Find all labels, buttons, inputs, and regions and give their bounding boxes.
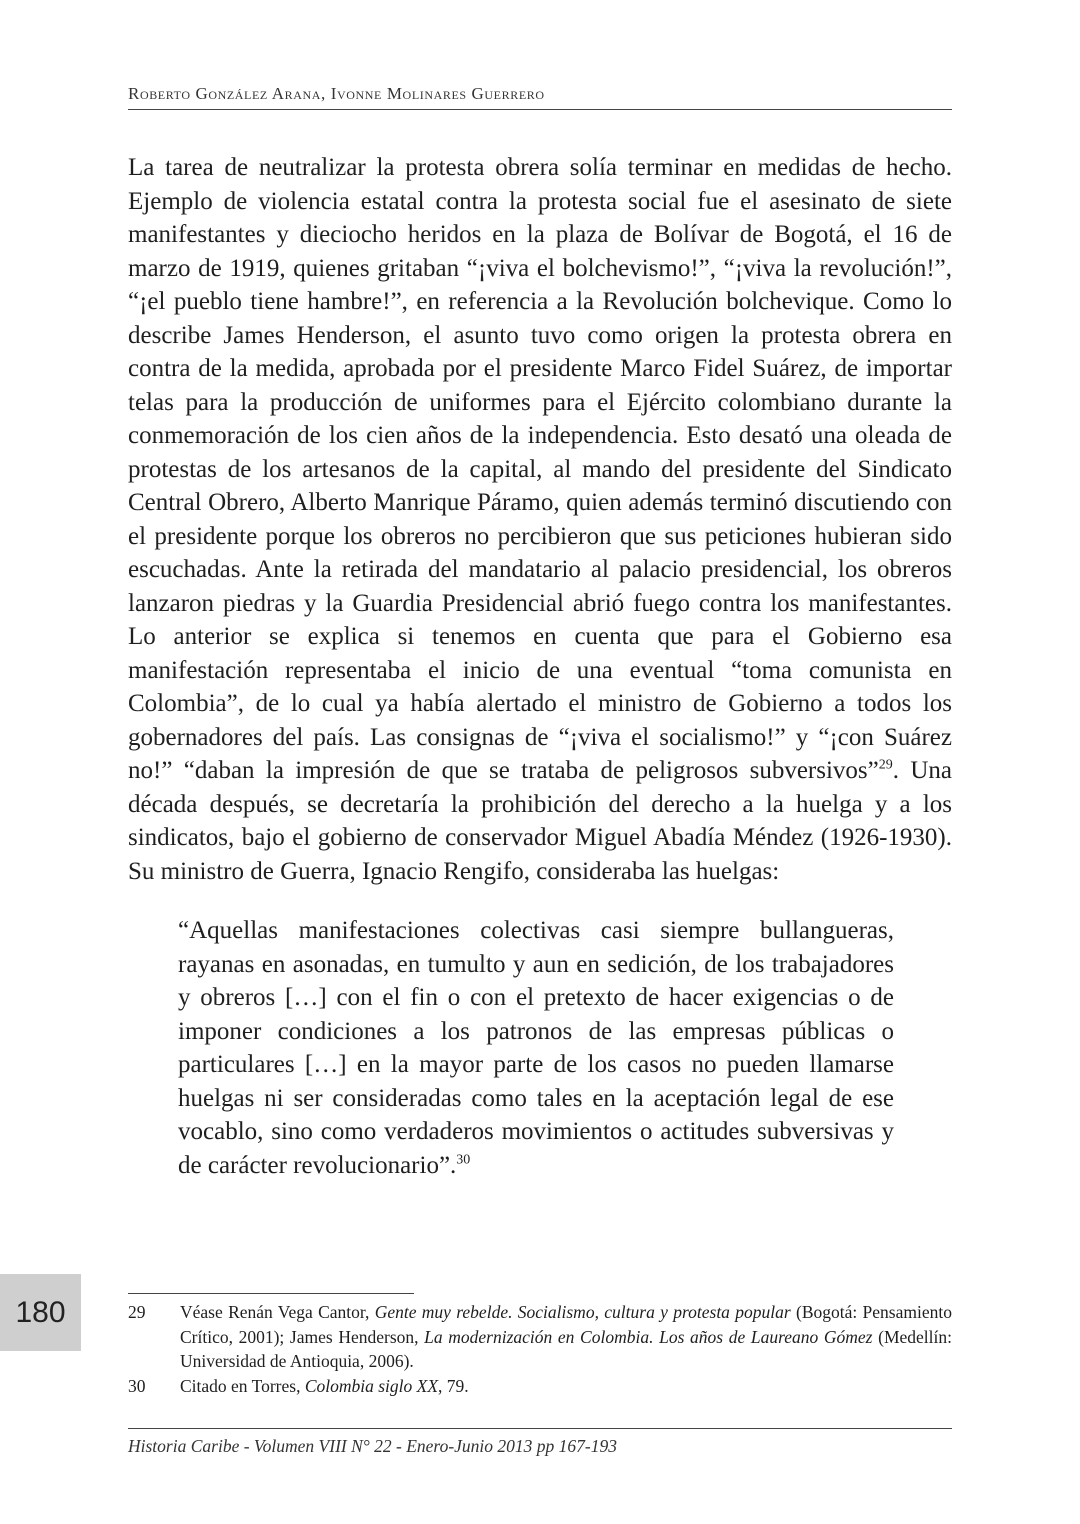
footnote-title: Colombia siglo XX <box>304 1375 439 1396</box>
footnote-title: La modernización en Colombia. Los años de Laureano Gómez <box>424 1326 873 1347</box>
footnote-number: 29 <box>128 1302 146 1322</box>
running-head: Roberto González Arana, Ivonne Molinares Guerrero <box>128 84 545 103</box>
footnote-title: Gente muy rebelde. Socialismo, cultura y protesta popular <box>374 1302 791 1322</box>
footnote-rule <box>128 1293 414 1294</box>
block-quote <box>178 914 894 1182</box>
footnote-text <box>180 1374 952 1399</box>
footnote-number: 30 <box>128 1375 146 1396</box>
footer-rule <box>128 1428 952 1429</box>
journal-citation: Historia Caribe - Volumen VIII N° 22 - Enero-Junio 2013 pp 167-193 <box>128 1436 618 1456</box>
footnote-text-part: Véase Renán Vega Cantor, <box>180 1302 375 1322</box>
header-rule <box>128 109 952 110</box>
footnote-text-part: Citado en Torres, <box>180 1375 305 1396</box>
footnote-text <box>180 1300 952 1374</box>
quote-text: “Aquellas manifestaciones colectivas casi siempre bullangueras, rayanas en asonadas, en tumulto y aun en sedición, de los trabajadores y obreros […] con el fin o con el pretexto de hacer exigencias o de imponer condiciones a los patronos de las empresas públicas o particulares […] en la mayor parte de los casos no pueden llamarse huelgas ni ser consideradas como tales en la aceptación legal de ese vocablo, sino como verdaderos movimientos o actitudes subversivas y de carácter revolucionario”. <box>178 917 894 1179</box>
footnote-ref-30[interactable]: 30 <box>456 1152 471 1168</box>
footnotes <box>128 1300 952 1398</box>
page-number: 180 <box>15 1295 66 1329</box>
footnote-ref-29[interactable]: 29 <box>878 757 893 773</box>
body-paragraph <box>128 151 952 888</box>
footnote-text-part: (Bogotá: Pensamiento Crítico, 2001); James Henderson, <box>180 1302 952 1347</box>
footnote-text-part: , 79. <box>438 1375 469 1396</box>
footnote-text-part: (Medellín: Universidad de Antioquia, 2006). <box>180 1326 953 1371</box>
footnote-29 <box>128 1300 952 1374</box>
paragraph-text: La tarea de neutralizar la protesta obrera solía terminar en medidas de hecho. Ejemplo de violencia estatal contra la protesta social fue el asesinato de siete manifestantes y dieciocho heridos en la plaza de Bolívar de Bogotá, el 16 de marzo de 1919, quienes gritaban “¡viva el bolchevismo!”, “¡viva la revolución!”, “¡el pueblo tiene hambre!”, en referencia a la Revolución bolchevique. Como lo describe James Henderson, el asunto tuvo como origen la protesta obrera en contra de la medida, aprobada por el presidente Marco Fidel Suárez, de importar telas para la producción de uniformes para el Ejército colombiano durante la conmemoración de los cien años de la independencia. Esto desató una oleada de protestas de los artesanos de la capital, al mando del presidente del Sindicato Central Obrero, Alberto Manrique Páramo, quien además terminó discutiendo con el presidente porque los obreros no percibieron que sus peticiones hubieran sido escuchadas. Ante la retirada del mandatario al palacio presidencial, los obreros lanzaron piedras y la Guardia Presidencial abrió fuego contra los manifestantes. Lo anterior se explica si tenemos en cuenta que para el Gobierno esa manifestación representaba el inicio de una eventual “toma comunista en Colombia”, de lo cual ya había alertado el ministro de Gobierno a todos los gobernadores del país. Las consignas de “¡viva el socialismo!” y “¡con Suárez no!” “daban la impresión de que se trataba de peligrosos subversivos” <box>128 154 952 784</box>
paragraph-text-continued: . Una década después, se decretaría la prohibición del derecho a la huelga y a los sindicatos, bajo el gobierno de conservador Miguel Abadía Méndez (1926-1930). Su ministro de Guerra, Ignacio Rengifo, consideraba las huelgas: <box>128 757 952 885</box>
footnote-30 <box>128 1374 952 1399</box>
page-number-box <box>0 1274 81 1351</box>
